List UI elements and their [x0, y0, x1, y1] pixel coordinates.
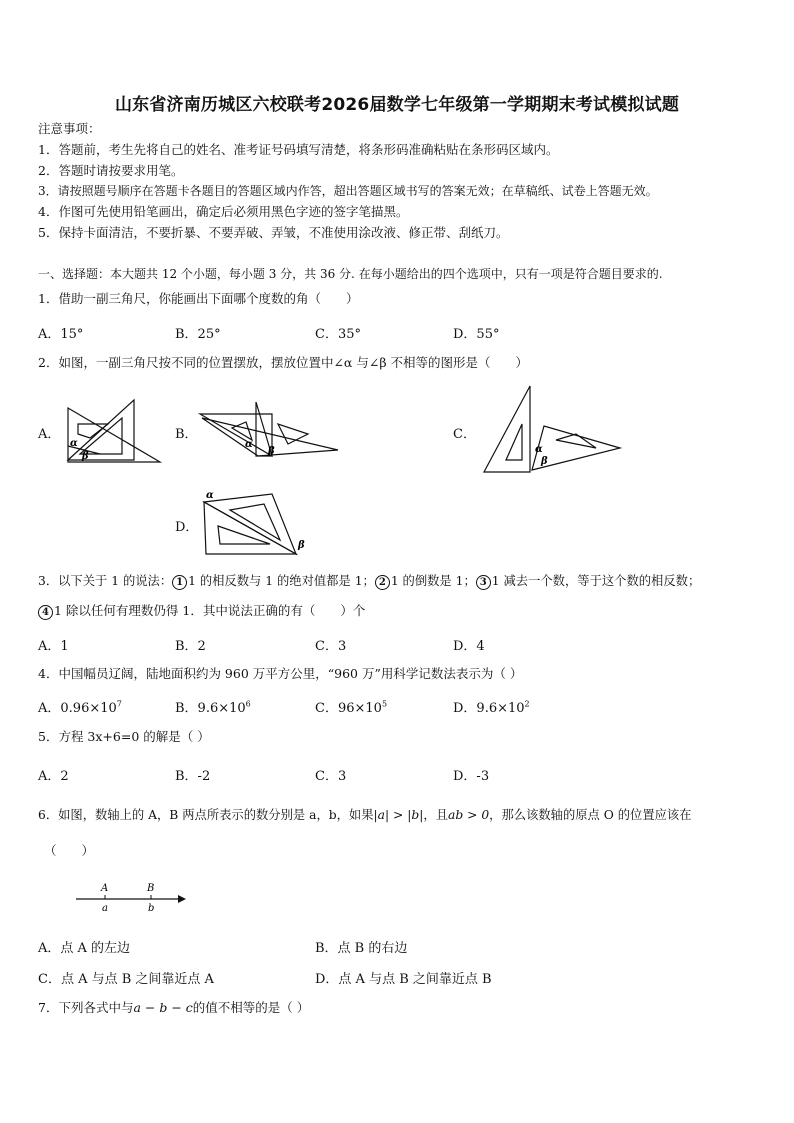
notice-heading: 注意事项：	[38, 121, 101, 136]
circled-number-1: 1	[172, 575, 187, 590]
figure-2b-triangles	[198, 400, 348, 462]
question-4-option-a: A．$0.96\times 10^7$	[38, 699, 122, 716]
figure-2a-beta: β	[82, 451, 89, 462]
question-1-option-c: C．35°	[315, 327, 361, 342]
absolute-value-expression: |a| > |b|	[373, 808, 424, 822]
question-1-option-b: B．25°	[175, 327, 221, 342]
figure-2b-alpha: α	[245, 439, 253, 450]
question-5-stem: 5．方程 3x+6=0 的解是（ ）	[38, 729, 210, 744]
point-a-label: A	[101, 883, 109, 894]
number-line-figure	[74, 880, 189, 914]
notice-item-1: 1．答题前，考生先将自己的姓名、准考证号码填写清楚，将条形码准确粘贴在条形码区域内。	[38, 142, 559, 157]
question-2-label-c: C．	[453, 427, 476, 442]
figure-2d-triangles	[200, 488, 315, 560]
question-3-stem-line2: 4 1 除以任何有理数仍得 1．其中说法正确的有（ ）个	[38, 603, 365, 620]
figure-2a-triangles	[60, 396, 165, 468]
value-b-label: b	[148, 903, 155, 914]
question-3-option-a: A．1	[38, 639, 69, 654]
section-heading: 一、选择题：本大题共 12 个小题，每小题 3 分，共 36 分. 在每小题给出的四个选项中，只有一项是符合题目要求的.	[38, 267, 663, 281]
question-3-option-b: B．2	[175, 639, 206, 654]
circled-number-3: 3	[476, 575, 491, 590]
question-1-option-a: A．15°	[38, 327, 84, 342]
figure-2c-alpha: α	[535, 444, 543, 455]
point-b-label: B	[147, 883, 155, 894]
question-4-stem: 4．中国幅员辽阔，陆地面积约为 960 万平方公里，“960 万”用科学记数法表示为（ ）	[38, 666, 523, 681]
question-5-option-d: D．-3	[453, 769, 490, 784]
notice-item-5: 5．保持卡面清洁，不要折暴、不要弄破、弄皱，不准使用涂改液、修正带、刮纸刀。	[38, 225, 509, 240]
question-3-option-d: D．4	[453, 639, 485, 654]
question-5-option-a: A．2	[38, 769, 69, 784]
product-expression: ab > 0	[448, 808, 490, 822]
question-2-label-d: D．	[175, 520, 199, 535]
figure-2d-beta: β	[298, 540, 305, 551]
question-2-stem: 2．如图，一副三角尺按不同的位置摆放，摆放位置中∠α 与∠β 不相等的图形是（ ）	[38, 355, 529, 370]
figure-2c-triangles	[480, 384, 625, 476]
question-6-stem: 6．如图，数轴上的 A，B 两点所表示的数分别是 a，b，如果|a| > |b|，且ab > 0，那么该数轴的原点 O 的位置应该在	[38, 808, 692, 822]
notice-item-2: 2．答题时请按要求用笔。	[38, 163, 184, 178]
figure-2d-alpha: α	[206, 490, 214, 501]
question-2-label-a: A．	[38, 427, 61, 442]
question-6-option-d: D．点 A 与点 B 之间靠近点 B	[315, 972, 492, 987]
question-4-option-c: C．$96\times 10^5$	[315, 699, 388, 716]
page-title: 山东省济南历城区六校联考2026届数学七年级第一学期期末考试模拟试题	[114, 95, 680, 115]
question-5-option-c: C．3	[315, 769, 347, 784]
question-2-label-b: B．	[175, 427, 198, 442]
notice-item-4: 4．作图可先使用铅笔画出，确定后必须用黑色字迹的签字笔描黑。	[38, 204, 409, 219]
circled-number-4: 4	[38, 605, 53, 620]
circled-number-2: 2	[375, 575, 390, 590]
question-5-option-b: B．-2	[175, 769, 211, 784]
question-6-option-b: B．点 B 的右边	[315, 941, 408, 956]
question-6-option-a: A．点 A 的左边	[38, 941, 131, 956]
question-3-option-c: C．3	[315, 639, 347, 654]
question-7-stem: 7．下列各式中与a − b − c的值不相等的是（ ）	[38, 1000, 310, 1015]
question-1-option-d: D．55°	[453, 327, 500, 342]
question-6-stem-end: （ ）	[44, 843, 95, 858]
question-6-option-c: C．点 A 与点 B 之间靠近点 A	[38, 972, 214, 987]
figure-2c-beta: β	[541, 456, 548, 467]
question-1-stem: 1．借助一副三角尺，你能画出下面哪个度数的角（ ）	[38, 291, 359, 306]
question-3-stem-line1: 3．以下关于 1 的说法： 1 1 的相反数与 1 的绝对值都是 1； 2 1 的倒数是 1； 3 1 减去一个数，等于这个数的相反数；	[38, 574, 701, 588]
notice-item-3: 3．请按照题号顺序在答题卡各题目的答题区域内作答，超出答题区域书写的答案无效；在草稿纸、试卷上答题无效。	[38, 184, 658, 198]
question-4-option-b: B．$9.6\times 10^6$	[175, 699, 251, 716]
figure-2b-beta: β	[268, 446, 275, 457]
figure-2a-alpha: α	[70, 438, 78, 449]
question-4-option-d: D．$9.6\times 10^2$	[453, 699, 530, 716]
expression-a-b-c: a − b − c	[133, 1000, 193, 1015]
value-a-label: a	[102, 903, 108, 914]
